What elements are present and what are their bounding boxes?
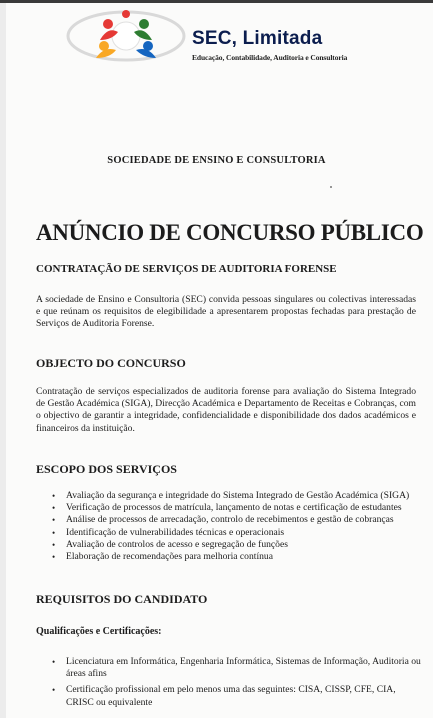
brand-name: SEC, Limitada xyxy=(192,28,323,49)
objecto-heading: OBJECTO DO CONCURSO xyxy=(36,356,186,370)
list-item: • Certificação profissional em pelo menos uma das seguintes: CISA, CISSP, CFE, CIA, CRISC ou equivalente xyxy=(52,684,422,708)
list-item: • Elaboração de recomendações para melhoria contínua xyxy=(52,551,422,563)
document-title: ANÚNCIO DE CONCURSO PÚBLICO xyxy=(36,220,424,245)
list-item: • Avaliação da segurança e integridade do Sistema Integrado de Gestão Académica (SIGA) xyxy=(52,490,422,502)
scan-top-edge xyxy=(0,0,433,3)
list-item: • Verificação de processos de matrícula, lançamento de notas e certificação de estudantes xyxy=(52,502,422,514)
list-item: • Licenciatura em Informática, Engenharia Informática, Sistemas de Informação, Auditoria ou áreas afins xyxy=(52,656,422,680)
intro-paragraph: A sociedade de Ensino e Consultoria (SEC) convida pessoas singulares ou colectivas interessadas e que reúnam os requisitos de elegibilidade a apresentarem propostas fechadas para prestação de Serviços de Auditoria Forense. xyxy=(36,294,416,330)
requisitos-list xyxy=(52,656,422,713)
sec-logo-icon xyxy=(60,6,190,64)
organization-name: SOCIEDADE DE ENSINO E CONSULTORIA xyxy=(107,155,326,166)
requisitos-heading: REQUISITOS DO CANDIDATO xyxy=(36,592,208,606)
qualificacoes-heading: Qualificações e Certificações: xyxy=(36,626,162,637)
objecto-paragraph: Contratação de serviços especializados de auditoria forense para avaliação do Sistema Integrado de Gestão Académica (SIGA), Direcção Académica e Departamento de Receitas e Cobranças, com o objectivo de garantir a integridade, confidencialidade e disponibilidade dos dados académicos e financeiros da instituição. xyxy=(36,386,416,434)
escopo-list xyxy=(52,490,422,563)
list-item: • Identificação de vulnerabilidades técnicas e operacionais xyxy=(52,527,422,539)
escopo-heading: ESCOPO DOS SERVIÇOS xyxy=(36,462,177,476)
document-subtitle: CONTRATAÇÃO DE SERVIÇOS DE AUDITORIA FORENSE xyxy=(36,263,337,275)
brand-tagline: Educação, Contabilidade, Auditoria e Consultoria xyxy=(192,53,348,62)
scan-speck xyxy=(330,186,332,188)
list-item: • Avaliação de controlos de acesso e segregação de funções xyxy=(52,539,422,551)
list-item: • Análise de processos de arrecadação, controlo de recebimentos e gestão de cobranças xyxy=(52,514,422,526)
